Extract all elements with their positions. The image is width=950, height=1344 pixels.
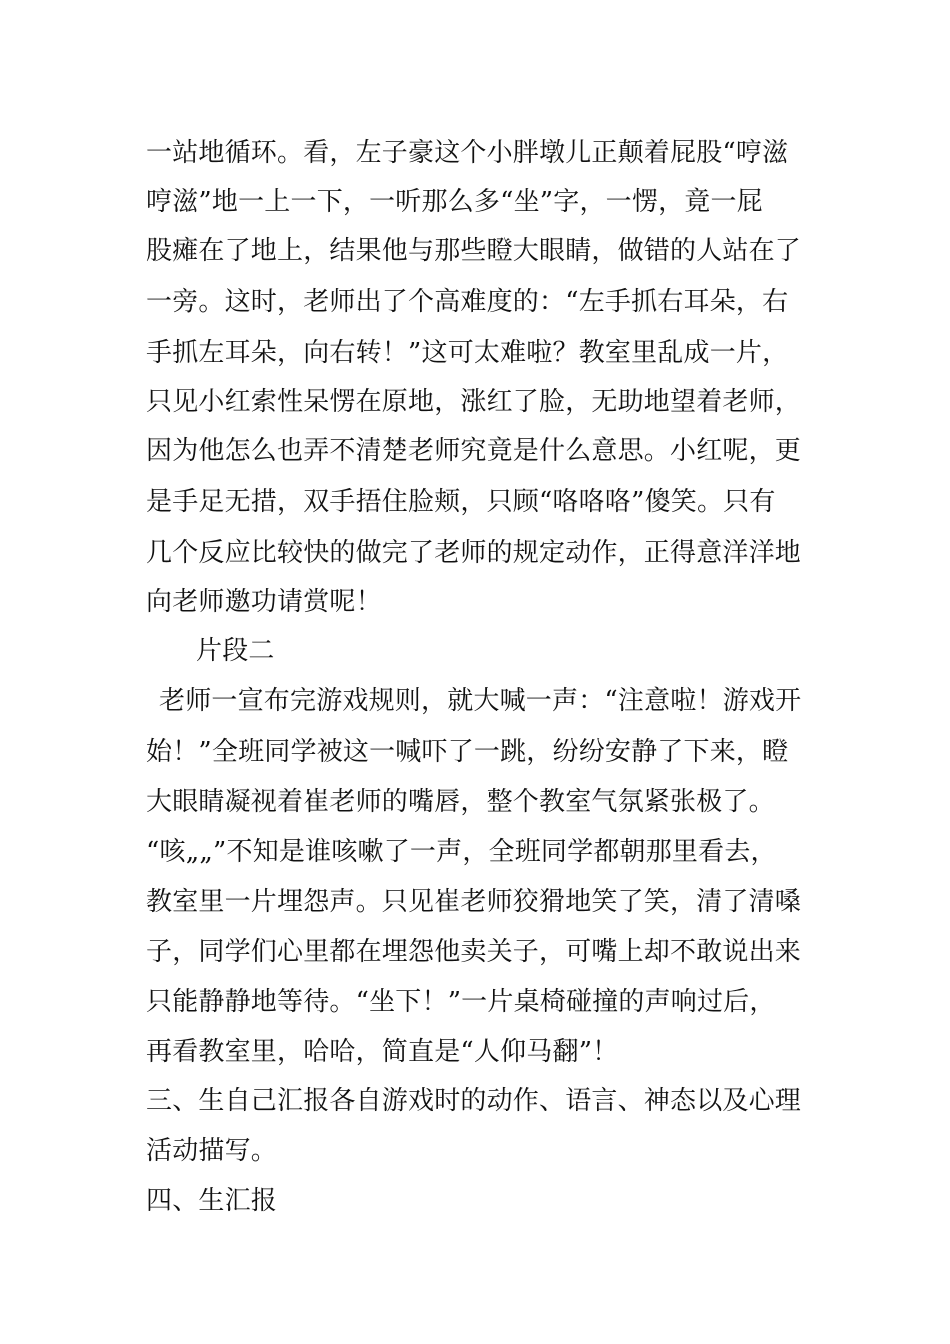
paragraph-line: 几个反应比较快的做完了老师的规定动作，正得意洋洋地 [146, 538, 802, 568]
paragraph-line: 股瘫在了地上，结果他与那些瞪大眼睛，做错的人站在了 [146, 236, 802, 266]
paragraph-line: 教室里一片埋怨声。只见崔老师狡猾地笑了笑，清了清嗓 [146, 887, 802, 917]
paragraph-line: 向老师邀功请赏呢！ [146, 587, 382, 617]
paragraph-line: 一站地循环。看，左子豪这个小胖墩儿正颠着屁股“哼滋 [146, 138, 789, 168]
paragraph-line: 只见小红索性呆愣在原地，涨红了脸，无助地望着老师， [146, 387, 802, 417]
paragraph-line: 大眼睛凝视着崔老师的嘴唇，整个教室气氛紧张极了。 [146, 787, 775, 817]
paragraph-line: 始！”全班同学被这一喊吓了一跳，纷纷安静了下来，瞪 [146, 737, 789, 767]
list-item-line: 三、生自己汇报各自游戏时的动作、语言、神态以及心理 [146, 1086, 802, 1116]
paragraph-line: 子，同学们心里都在埋怨他卖关子，可嘴上却不敢说出来 [146, 937, 802, 967]
paragraph-line: 老师一宣布完游戏规则，就大喊一声：“注意啦！游戏开 [159, 686, 802, 716]
paragraph-line: “咳„„”不知是谁咳嗽了一声，全班同学都朝那里看去， [146, 837, 777, 867]
section-heading: 片段二 [196, 636, 275, 666]
paragraph-line: 哼滋”地一上一下，一听那么多“坐”字，一愣，竟一屁 [146, 187, 763, 217]
paragraph-line: 再看教室里，哈哈，简直是“人仰马翻”！ [146, 1037, 619, 1067]
paragraph-line: 一旁。这时，老师出了个高难度的：“左手抓右耳朵，右 [146, 287, 789, 317]
paragraph-line: 手抓左耳朵，向右转！”这可太难啦？教室里乱成一片， [146, 338, 789, 368]
paragraph-line: 是手足无措，双手捂住脸颊，只顾“咯咯咯”傻笑。只有 [146, 487, 776, 517]
paragraph-line: 只能静静地等待。“坐下！”一片桌椅碰撞的声响过后， [146, 987, 776, 1017]
list-item-line: 活动描写。 [146, 1136, 278, 1166]
paragraph-line: 因为他怎么也弄不清楚老师究竟是什么意思。小红呢，更 [146, 436, 802, 466]
list-item-line: 四、生汇报 [146, 1186, 278, 1216]
